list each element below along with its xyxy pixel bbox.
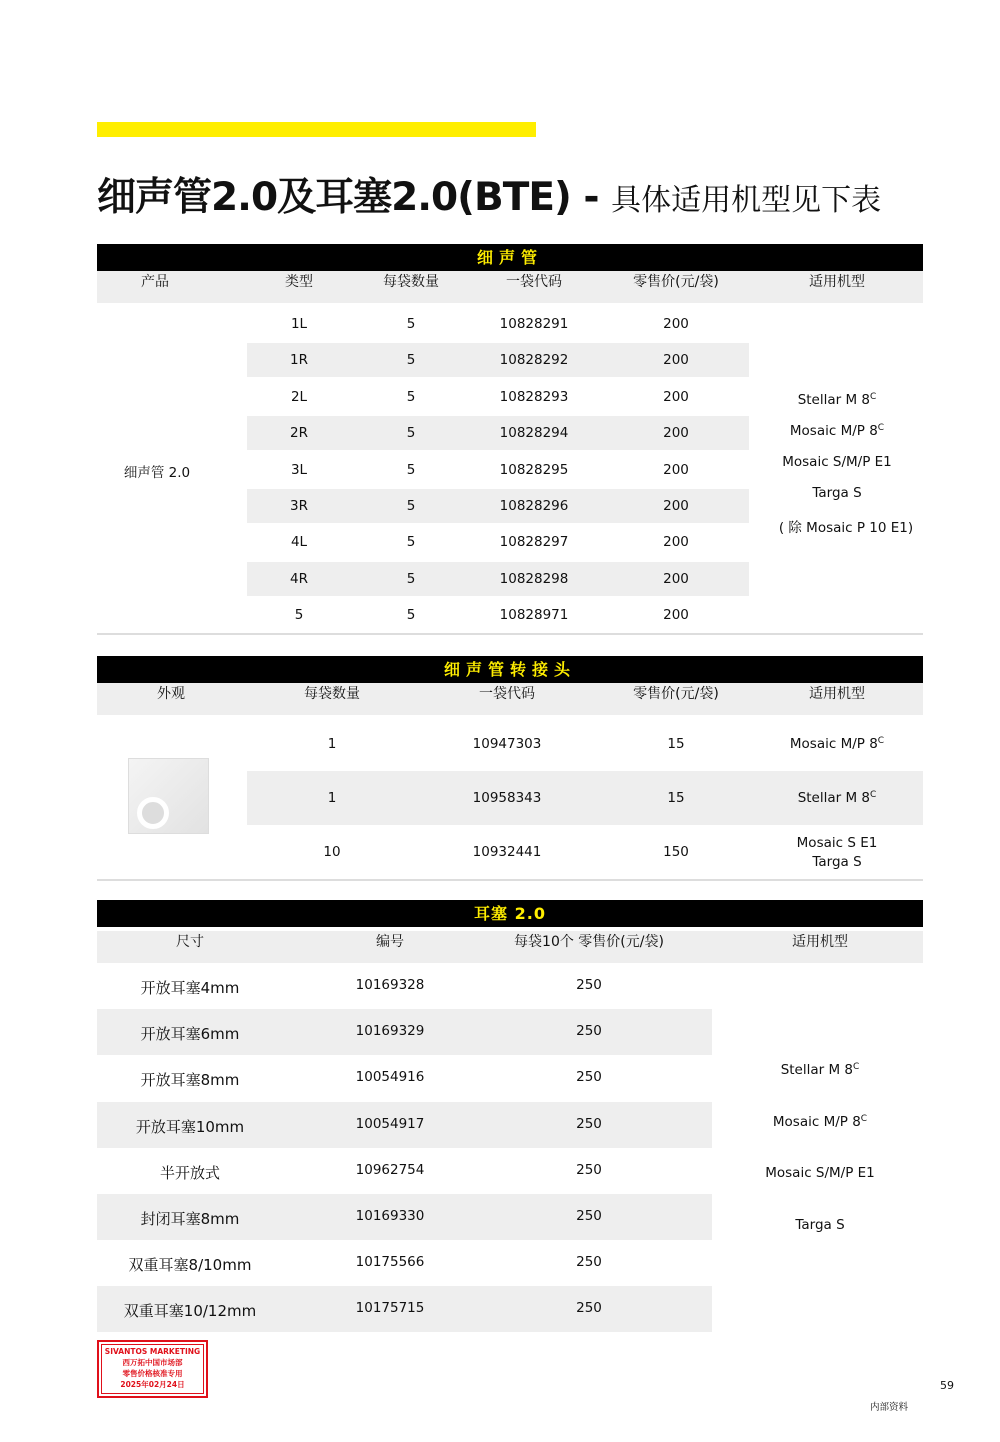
table-cell: 5 (406, 461, 416, 478)
column-header: 编号 (376, 934, 404, 950)
stamp-line: 西万拓中国市场部 (122, 1358, 183, 1367)
table-cell: 5 (406, 316, 416, 332)
stamp-line: 零售价格核准专用 (122, 1369, 183, 1378)
table-header (97, 931, 923, 963)
table-cell: 10962754 (355, 1161, 425, 1178)
column-header: 类型 (285, 274, 313, 290)
model-sup: C (877, 423, 885, 433)
column-header: 外观 (157, 686, 185, 702)
table-cell: 封闭耳塞8mm (140, 1210, 240, 1228)
title-main: 细声管2.0及耳塞2.0(BTE) - (97, 175, 612, 220)
table-cell: 5 (294, 607, 304, 624)
table-cell: 3R (290, 498, 308, 514)
table-cell: 10169328 (355, 977, 425, 993)
table-cell: 10828295 (499, 461, 569, 478)
table-cell: 5 (406, 607, 416, 624)
model-item (773, 1114, 867, 1130)
stamp-line: SIVANTOS MARKETING (104, 1347, 201, 1356)
table-cell: 200 (663, 607, 689, 624)
table-cell: 开放耳塞8mm (140, 1071, 240, 1090)
table-cell: 开放耳塞10mm (135, 1117, 245, 1136)
table-cell: 200 (663, 534, 689, 551)
column-header: 零售价(元/袋) (633, 274, 719, 290)
column-header: 尺寸 (176, 934, 204, 950)
table-cell: 4L (290, 534, 308, 551)
approval-stamp (97, 1340, 208, 1398)
model-item (798, 392, 877, 408)
table-cell: 10828971 (499, 607, 569, 624)
table-cell: 15 (667, 790, 685, 806)
table-cell: 10054916 (355, 1069, 425, 1086)
table-cell: 250 (576, 1254, 602, 1271)
table-cell: 200 (663, 316, 689, 332)
model-sup: C (870, 392, 877, 402)
table-cell: 5 (406, 570, 416, 587)
table-cell: 10828296 (499, 498, 569, 514)
table-cell: 双重耳塞10/12mm (123, 1302, 257, 1321)
eartip-table (97, 900, 923, 1334)
title-sub: 具体适用机型见下表 (611, 183, 882, 218)
table-cell: 10947303 (472, 736, 542, 752)
page-number: 59 (940, 1379, 954, 1392)
table-cell: 10828298 (499, 570, 569, 587)
model-text: Stellar M 8 (780, 1062, 854, 1078)
table-cell: 10932441 (472, 844, 542, 860)
table-bar: 细声管 (97, 244, 923, 271)
table-cell: 1R (290, 352, 308, 369)
table-cell: 1 (327, 790, 337, 806)
table-cell: 250 (576, 977, 602, 993)
table-cell: 10054917 (355, 1115, 425, 1132)
table-cell: 开放耳塞6mm (140, 1025, 240, 1044)
yellow-accent-bar (97, 122, 536, 137)
thin-tube-table (97, 244, 923, 636)
divider (97, 633, 923, 635)
column-header: 每袋10个 零售价(元/袋) (514, 934, 664, 950)
table-cell: 250 (576, 1069, 602, 1086)
model-text: Targa S (812, 485, 862, 501)
table-cell: 15 (667, 736, 685, 752)
model-item (790, 736, 884, 752)
column-header: 每袋数量 (304, 686, 360, 702)
table-cell: 250 (576, 1115, 602, 1132)
table-cell: 5 (406, 425, 416, 442)
table-cell: 1 (327, 736, 337, 752)
column-header: 适用机型 (809, 686, 865, 702)
table-cell: 10828292 (499, 352, 569, 369)
model-text: Mosaic S/M/P E1 (782, 454, 892, 470)
table-cell: 200 (663, 352, 689, 369)
model-text: Stellar M 8 (797, 790, 871, 806)
table-header (97, 271, 923, 303)
model-item: Mosaic S E1 (796, 835, 878, 851)
model-text: Mosaic S/M/P E1 (765, 1165, 875, 1181)
model-item (798, 790, 877, 806)
model-item (782, 454, 892, 470)
model-sup: C (860, 1113, 868, 1124)
model-text: Mosaic M/P 8 (772, 1113, 861, 1130)
table-cell: 10828294 (499, 425, 569, 442)
product-name: 细声管 2.0 (123, 465, 191, 481)
table-cell: 3L (290, 461, 308, 478)
table-cell: 10 (323, 844, 341, 860)
table-cell: 开放耳塞4mm (140, 979, 240, 997)
table-cell: 2R (290, 425, 308, 442)
table-bar: 细声管转接头 (97, 656, 923, 683)
model-sup: C (853, 1062, 860, 1072)
table-cell: 200 (663, 425, 689, 442)
model-item: Targa S (812, 854, 862, 870)
table-cell: 150 (663, 844, 689, 860)
internal-label: 内部资料 (870, 1402, 909, 1413)
table-cell: 5 (406, 388, 416, 405)
table-cell: 250 (576, 1208, 602, 1224)
table-cell: 10828291 (499, 316, 569, 332)
model-sup: C (870, 790, 877, 800)
stamp-line: 2025年02月24日 (120, 1380, 185, 1389)
table-cell: 1L (290, 316, 308, 332)
table-bar: 耳塞 2.0 (97, 900, 923, 927)
table-cell: 250 (576, 1161, 602, 1178)
table-cell: 10958343 (472, 790, 542, 806)
model-text: Mosaic M/P 8 (789, 423, 878, 439)
divider (97, 879, 923, 881)
model-text: Mosaic M/P 8 (789, 736, 878, 752)
table-cell: 10169330 (355, 1208, 425, 1224)
model-text: Stellar M 8 (797, 392, 871, 408)
model-text: ( 除 Mosaic P 10 E1) (778, 520, 914, 536)
table-cell: 2L (290, 388, 308, 405)
model-item (779, 516, 913, 536)
model-item (812, 485, 861, 501)
column-header: 产品 (141, 274, 169, 290)
model-item (781, 1062, 860, 1078)
table-header (97, 683, 923, 715)
table-cell: 5 (406, 534, 416, 551)
adapter-table (97, 656, 923, 882)
table-cell: 10828293 (499, 388, 569, 405)
table-cell: 200 (663, 498, 689, 514)
table-cell: 200 (663, 388, 689, 405)
table-cell: 200 (663, 570, 689, 587)
model-item (795, 1217, 844, 1233)
model-item (790, 423, 884, 439)
table-cell: 半开放式 (159, 1163, 221, 1182)
column-header: 适用机型 (792, 934, 848, 950)
table-cell: 4R (290, 570, 308, 587)
table-cell: 10828297 (499, 534, 569, 551)
model-item (765, 1165, 875, 1181)
table-cell: 250 (576, 1300, 602, 1317)
table-cell: 双重耳塞8/10mm (128, 1256, 252, 1275)
table-cell: 250 (576, 1023, 602, 1040)
model-text: Targa S (795, 1216, 845, 1233)
adapter-image (128, 758, 209, 834)
column-header: 适用机型 (809, 274, 865, 290)
column-header: 一袋代码 (506, 274, 562, 290)
table-cell: 5 (406, 352, 416, 369)
table-cell: 10175715 (355, 1300, 425, 1317)
table-cell: 5 (406, 498, 416, 514)
column-header: 一袋代码 (479, 686, 535, 702)
table-cell: 200 (663, 461, 689, 478)
column-header: 零售价(元/袋) (633, 686, 719, 702)
model-sup: C (877, 736, 885, 746)
table-cell: 10169329 (355, 1023, 425, 1040)
table-cell: 10175566 (355, 1254, 425, 1271)
column-header: 每袋数量 (383, 274, 439, 290)
page-title (97, 166, 881, 222)
